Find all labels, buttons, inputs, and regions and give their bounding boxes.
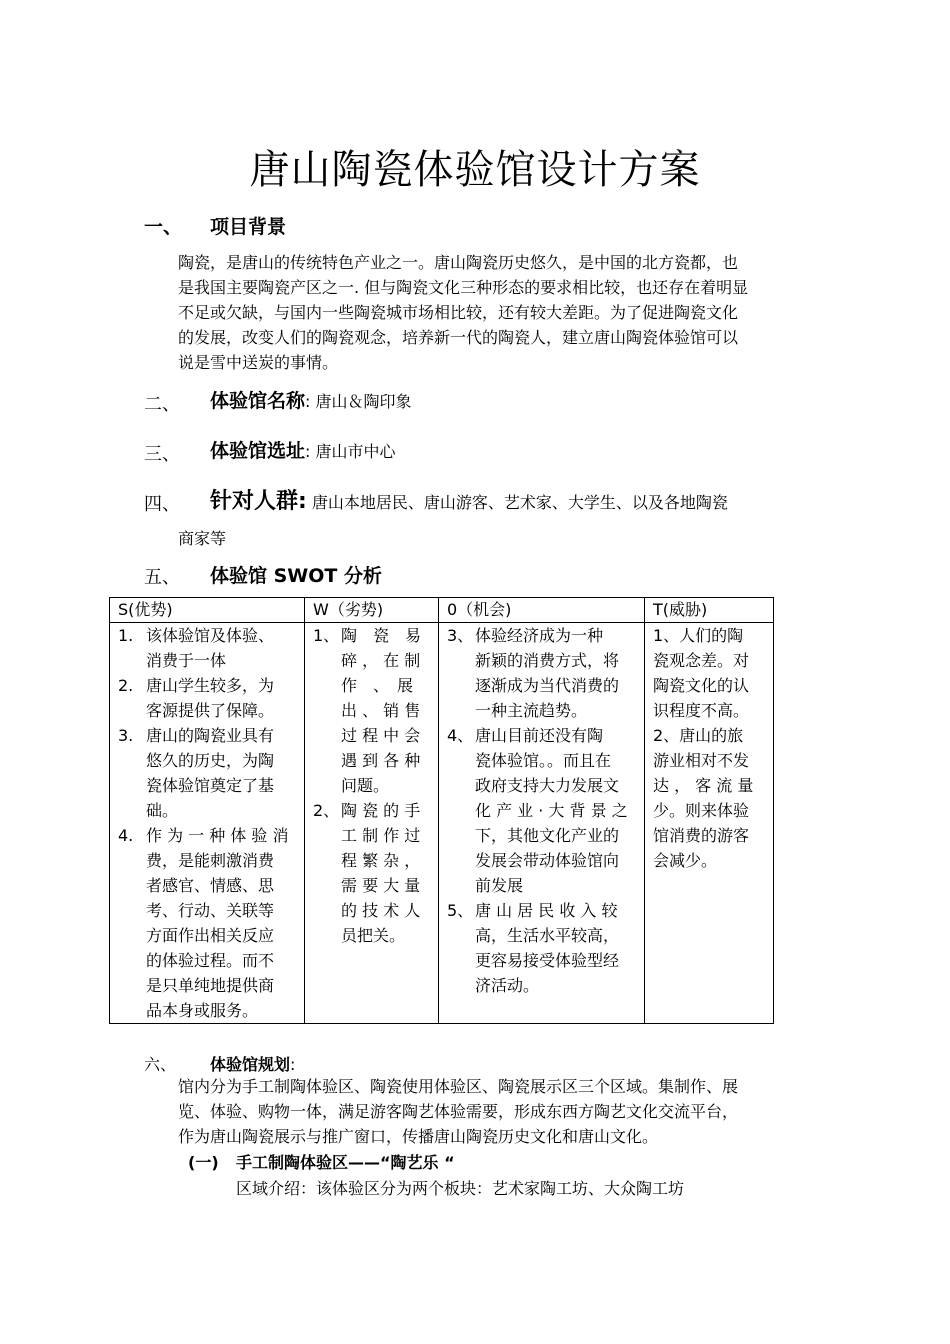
item-line: 费，是能刺激消费 xyxy=(146,851,275,870)
list-item xyxy=(118,623,296,673)
exhibition-location: 唐山市中心 xyxy=(315,442,396,461)
item-line: 唐 山 居 民 收 入 较 xyxy=(475,901,618,920)
item-line: 的体验过程。而不 xyxy=(146,951,275,970)
item-line: 该体验馆及体验、 xyxy=(146,626,275,645)
item-marker: 3、 xyxy=(447,626,474,645)
item-marker: 1、 xyxy=(313,626,340,645)
item-line: 瓷体验馆奠定了基 xyxy=(146,776,275,795)
item-line: 更容易接受体验型经 xyxy=(475,951,620,970)
item-line: 问题。 xyxy=(341,776,390,795)
item-line: 碎 ， 在 制 xyxy=(341,651,421,670)
item-line: 过 程 中 会 xyxy=(341,726,421,745)
item-line: 瓷体验馆。。而且在 xyxy=(475,751,612,770)
threats-cell xyxy=(645,623,774,1024)
body-line: 作为唐山陶瓷展示与推广窗口，传播唐山陶瓷历史文化和唐山文化。 xyxy=(178,1127,659,1146)
item-line: 需 要 大 量 xyxy=(341,876,421,895)
section-6-number: 六、 xyxy=(144,1055,177,1074)
separator: : xyxy=(298,489,307,514)
threat-line: 达 ， 客 流 量 xyxy=(653,776,754,795)
opportunities-header: 0（机会) xyxy=(439,598,645,623)
item-line: 础。 xyxy=(146,801,179,820)
opportunities-list xyxy=(447,623,636,998)
item-line: 程 繁 杂 ， xyxy=(341,851,421,870)
body-line: 说是雪中送炭的事情。 xyxy=(178,353,339,372)
list-item xyxy=(313,798,430,948)
section-3-heading: 体验馆选址 xyxy=(210,440,306,462)
list-item xyxy=(313,623,430,798)
item-line: 品本身或服务。 xyxy=(146,1001,259,1020)
item-line: 下，其他文化产业的 xyxy=(475,826,620,845)
threat-line: 识程度不高。 xyxy=(653,701,750,720)
swot-body-row xyxy=(110,623,774,1024)
section-4-line xyxy=(210,484,728,515)
section-3-number: 三、 xyxy=(144,444,180,465)
item-line: 消费于一体 xyxy=(146,651,227,670)
section-1-body xyxy=(178,250,806,375)
item-line: 化 产 业 · 大 背 景 之 xyxy=(475,801,628,820)
list-item xyxy=(447,898,636,998)
list-item xyxy=(118,723,296,823)
item-marker: 4、 xyxy=(447,726,474,745)
separator: : xyxy=(305,442,311,461)
body-line: 是我国主要陶瓷产区之一. 但与陶瓷文化三种形态的要求相比较，也还存在着明显 xyxy=(178,278,749,297)
item-marker: 4. xyxy=(118,826,134,845)
list-item xyxy=(118,673,296,723)
item-line: 出 、 销 售 xyxy=(341,701,421,720)
item-line: 济活动。 xyxy=(475,976,540,995)
weaknesses-header: W（劣势) xyxy=(305,598,439,623)
exhibition-name: 唐山＆陶印象 xyxy=(315,392,412,411)
separator: : xyxy=(290,1055,296,1074)
section-3-line xyxy=(210,436,396,463)
item-line: 是只单纯地提供商 xyxy=(146,976,275,995)
opportunities-cell xyxy=(439,623,645,1024)
threats-header: T(威胁) xyxy=(645,598,774,623)
section-2-number: 二、 xyxy=(144,394,180,415)
section-1-heading: 项目背景 xyxy=(210,216,287,238)
threat-line: 馆消费的游客 xyxy=(653,826,750,845)
target-audience: 唐山本地居民、唐山游客、艺术家、大学生、以及各地陶瓷 xyxy=(311,493,728,512)
item-line: 员把关。 xyxy=(341,926,406,945)
item-marker: 3. xyxy=(118,726,134,745)
list-item xyxy=(447,623,636,723)
body-line: 馆内分为手工制陶体验区、陶瓷使用体验区、陶瓷展示区三个区域。集制作、展 xyxy=(178,1077,739,1096)
threat-line: 少。则来体验 xyxy=(653,801,750,820)
section-6-line xyxy=(210,1052,295,1075)
item-line: 发展会带动体验馆向 xyxy=(475,851,620,870)
section-6-heading: 体验馆规划 xyxy=(210,1055,291,1074)
item-line: 方面作出相关反应 xyxy=(146,926,275,945)
area-intro: 区域介绍：该体验区分为两个板块：艺术家陶工坊、大众陶工坊 xyxy=(236,1179,685,1198)
item-line: 新颖的消费方式，将 xyxy=(475,651,620,670)
section-5-heading: 体验馆 SWOT 分析 xyxy=(210,565,382,587)
section-4-number: 四、 xyxy=(144,494,180,515)
item-line: 高，生活水平较高， xyxy=(475,926,620,945)
section-6-body xyxy=(178,1074,806,1149)
item-line: 陶 瓷 的 手 xyxy=(341,801,421,820)
subsection-number: (一) xyxy=(188,1153,219,1172)
threat-line: 游业相对不发 xyxy=(653,751,750,770)
list-item xyxy=(447,723,636,898)
weaknesses-list xyxy=(313,623,430,948)
item-line: 唐山学生较多，为 xyxy=(146,676,275,695)
item-line: 悠久的历史，为陶 xyxy=(146,751,275,770)
strengths-header: S(优势) xyxy=(110,598,305,623)
section-1-number: 一、 xyxy=(144,216,183,238)
subsection-heading: 手工制陶体验区——“陶艺乐 “ xyxy=(236,1153,455,1172)
threat-line: 会减少。 xyxy=(653,851,718,870)
item-line: 作 为 一 种 体 验 消 xyxy=(146,826,289,845)
section-5-number: 五、 xyxy=(144,567,180,588)
body-line: 的发展，改变人们的陶瓷观念，培养新一代的陶瓷人，建立唐山陶瓷体验馆可以 xyxy=(178,328,739,347)
item-line: 唐山的陶瓷业具有 xyxy=(146,726,275,745)
item-line: 前发展 xyxy=(475,876,524,895)
item-line: 作 、 展 xyxy=(341,676,414,695)
list-item xyxy=(118,823,296,1023)
threat-line: 2、唐山的旅 xyxy=(653,726,744,745)
section-2-heading: 体验馆名称 xyxy=(210,390,306,412)
separator: : xyxy=(305,392,311,411)
section-2-line xyxy=(210,386,412,413)
threat-line: 瓷观念差。对 xyxy=(653,651,750,670)
item-line: 政府支持大力发展文 xyxy=(475,776,620,795)
item-line: 体验经济成为一种 xyxy=(475,626,604,645)
item-line: 工 制 作 过 xyxy=(341,826,421,845)
item-line: 客源提供了保障。 xyxy=(146,701,275,720)
threat-line: 1、人们的陶 xyxy=(653,626,744,645)
threat-line: 陶瓷文化的认 xyxy=(653,676,750,695)
strengths-list xyxy=(118,623,296,1023)
item-line: 的 技 术 人 xyxy=(341,901,421,920)
item-line: 一种主流趋势。 xyxy=(475,701,588,720)
body-line: 陶瓷，是唐山的传统特色产业之一。唐山陶瓷历史悠久，是中国的北方瓷都，也 xyxy=(178,253,739,272)
section-4-heading: 针对人群 xyxy=(210,489,299,514)
item-line: 遇 到 各 种 xyxy=(341,751,421,770)
item-marker: 2. xyxy=(118,676,134,695)
swot-header-row xyxy=(110,598,774,623)
item-line: 唐山目前还没有陶 xyxy=(475,726,604,745)
target-audience-cont: 商家等 xyxy=(178,529,227,548)
strengths-cell xyxy=(110,623,305,1024)
item-line: 陶 瓷 易 xyxy=(341,626,422,645)
item-marker: 5、 xyxy=(447,901,474,920)
weaknesses-cell xyxy=(305,623,439,1024)
item-line: 逐渐成为当代消费的 xyxy=(475,676,620,695)
item-line: 考、行动、关联等 xyxy=(146,901,275,920)
item-marker: 1. xyxy=(118,626,134,645)
item-line: 者感官、情感、思 xyxy=(146,876,275,895)
page-title: 唐山陶瓷体验馆设计方案 xyxy=(249,147,701,193)
body-line: 不足或欠缺，与国内一些陶瓷城市场相比较，还有较大差距。为了促进陶瓷文化 xyxy=(178,303,739,322)
body-line: 览、体验、购物一体，满足游客陶艺体验需要，形成东西方陶艺文化交流平台， xyxy=(178,1102,739,1121)
swot-table xyxy=(109,597,774,1024)
item-marker: 2、 xyxy=(313,801,340,820)
